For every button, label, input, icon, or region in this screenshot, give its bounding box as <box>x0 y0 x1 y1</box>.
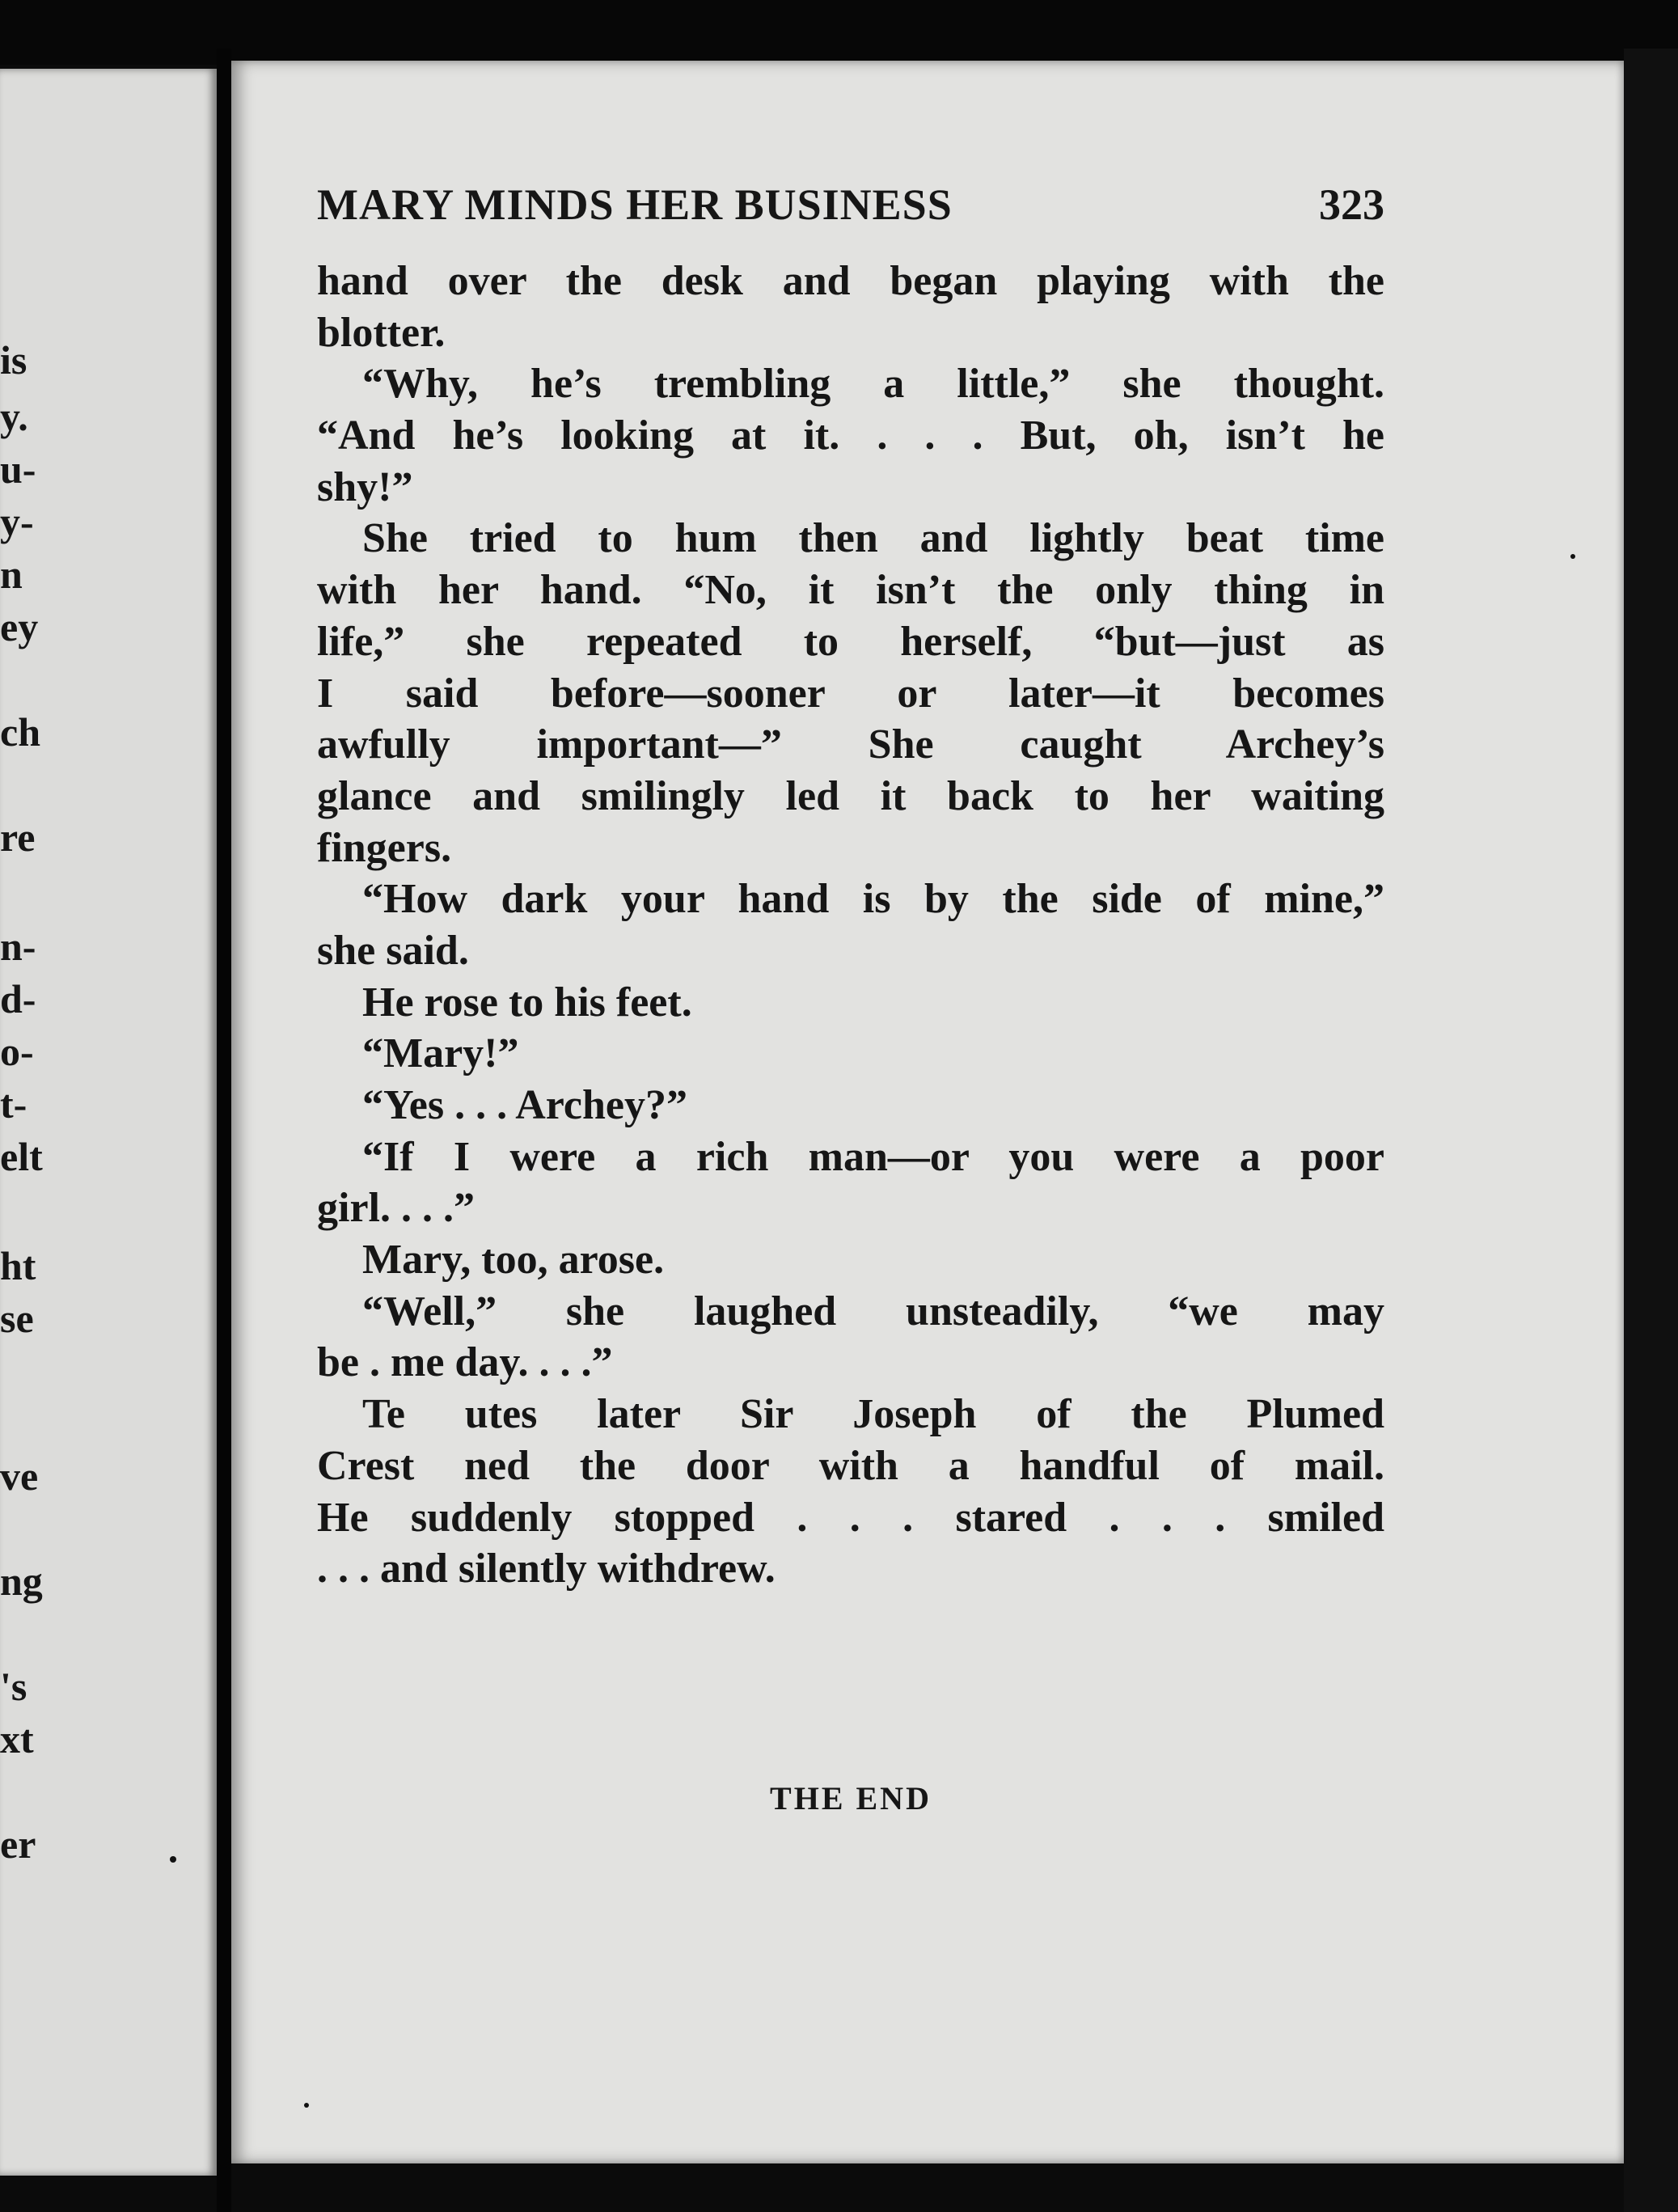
left-page-fragment: y- <box>0 499 34 544</box>
left-page-fragment: d- <box>0 976 36 1021</box>
running-header <box>317 180 1384 236</box>
text-line: “Why, he’s trembling a little,” she thought. <box>362 361 1384 408</box>
left-page-fragment: elt <box>0 1134 43 1179</box>
text-line: “Well,” she laughed unsteadily, “we may <box>362 1288 1384 1334</box>
left-page-fragment: 's <box>0 1664 27 1709</box>
left-page-fragment: n- <box>0 924 36 969</box>
running-title: MARY MINDS HER BUSINESS <box>317 180 953 229</box>
left-page-fragment: n <box>0 552 23 597</box>
text-line: awfully important—” She caught Archey’s <box>317 721 1384 768</box>
left-page-fragment: y. <box>0 394 28 439</box>
left-page-fragment: u- <box>0 446 36 492</box>
text-line: with her hand. “No, it isn’t the only thing in <box>317 567 1384 614</box>
left-page-edge <box>0 69 217 2176</box>
text-line: shy!” <box>317 463 413 510</box>
paper-speck <box>1570 554 1575 559</box>
left-page-fragment: xt <box>0 1716 34 1762</box>
text-line: be . me day. . . .” <box>317 1339 613 1386</box>
left-page-fragment: ch <box>0 709 40 755</box>
left-page-fragment: t- <box>0 1081 27 1127</box>
text-line: I said before—sooner or later—it becomes <box>317 670 1384 717</box>
left-page-fragment: ey <box>0 604 39 649</box>
closing-text: THE END <box>770 1780 932 1817</box>
scan-right-edge <box>1624 49 1678 2212</box>
text-line: He rose to his feet. <box>362 979 692 1026</box>
paper-speck <box>304 2103 309 2108</box>
text-line: “And he’s looking at it. . . . But, oh, isn’t he <box>317 412 1384 459</box>
text-line: . . . and silently withdrew. <box>317 1546 776 1592</box>
text-line: girl. . . .” <box>317 1185 475 1232</box>
paper-speck <box>170 1856 176 1863</box>
left-page-fragment: o- <box>0 1029 34 1074</box>
text-line: life,” she repeated to herself, “but—just as <box>317 618 1384 665</box>
left-page-fragment: er <box>0 1821 36 1867</box>
text-line: fingers. <box>317 824 452 871</box>
left-page-fragment: ng <box>0 1559 43 1604</box>
left-page-fragment: re <box>0 814 36 860</box>
text-line: Crest ned the door with a handful of mail. <box>317 1442 1384 1489</box>
text-line: “Mary!” <box>362 1030 519 1077</box>
text-line: “Yes . . . Archey?” <box>362 1082 688 1128</box>
left-page-fragment: se <box>0 1296 34 1341</box>
text-line: “How dark your hand is by the side of mine,” <box>362 876 1384 923</box>
text-line: blotter. <box>317 309 446 356</box>
text-line: “If I were a rich man—or you were a poor <box>362 1133 1384 1180</box>
text-line: she said. <box>317 927 469 974</box>
page-body-text <box>317 256 1384 1595</box>
scan-top-shadow <box>0 0 1678 65</box>
left-page-fragment: ht <box>0 1243 36 1288</box>
page-number: 323 <box>1319 180 1384 229</box>
text-line: hand over the desk and began playing with the <box>317 258 1384 304</box>
text-line: Mary, too, arose. <box>362 1237 665 1284</box>
text-line: glance and smilingly led it back to her waiting <box>317 772 1384 819</box>
book-spine-gutter <box>217 49 231 2212</box>
text-line: Te utes later Sir Joseph of the Plumed <box>362 1391 1384 1438</box>
left-page-fragment: ve <box>0 1453 39 1499</box>
left-page-fragment: is <box>0 337 27 383</box>
text-line: He suddenly stopped . . . stared . . . smiled <box>317 1494 1384 1541</box>
text-line: She tried to hum then and lightly beat time <box>362 515 1384 562</box>
